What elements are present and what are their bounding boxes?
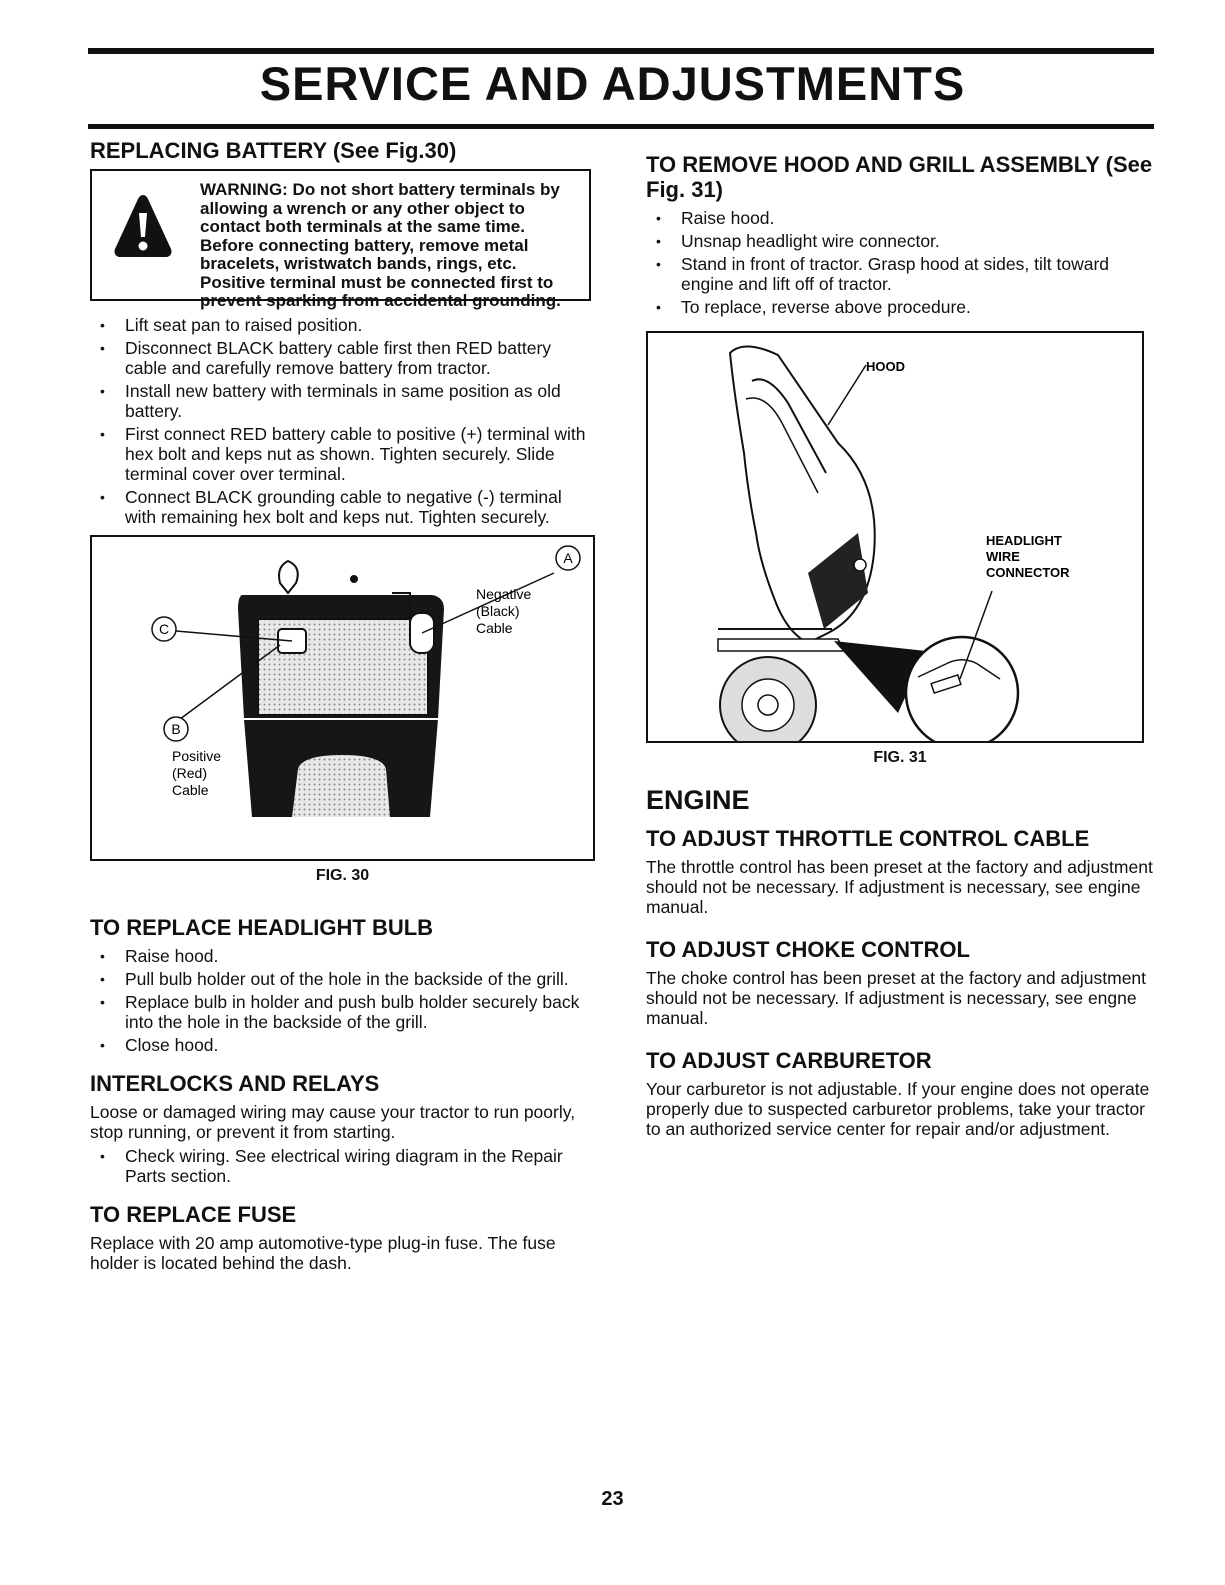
page-number: 23 [601,1488,624,1510]
list-item: • Check wiring. See electrical wiring diagram in the Repair Parts section. [90,1146,595,1186]
list-item: • Connect BLACK grounding cable to negative (-) terminal with remaining hex bolt and keps nut. Tighten securely. [90,487,595,527]
interlocks-heading: INTERLOCKS AND RELAYS [90,1071,380,1096]
hood-heading: TO REMOVE HOOD AND GRILL ASSEMBLY (See Fig. 31) [646,152,1153,202]
page-title: SERVICE AND ADJUSTMENTS [259,57,966,110]
negative-label: Negative [476,586,532,602]
battery-heading: REPLACING BATTERY (See Fig.30) [90,138,457,163]
list-item: • Raise hood. [646,208,1154,228]
title-rule [88,124,1154,129]
battery-steps [90,315,595,527]
headlight-heading: TO REPLACE HEADLIGHT BULB [90,915,434,940]
list-item: • To replace, reverse above procedure. [646,297,1154,317]
list-item: • Raise hood. [90,946,595,966]
connector-label-line-1: HEADLIGHT [986,533,1062,548]
interlocks-text: Loose or damaged wiring may cause your tractor to run poorly, stop running, or prevent it from starting. [90,1102,576,1142]
list-item: • Replace bulb in holder and push bulb holder securely back into the hole in the backside of the grill. [90,992,595,1032]
carburetor-text: Your carburetor is not adjustable. If your engine does not operate properly due to suspected carburetor problems, take your tractor to an authorized service center for repair and/or adjustment. [646,1079,1150,1139]
battery-warning-box [90,169,591,310]
hood-steps [646,208,1154,317]
positive-label: Positive [172,748,222,764]
list-item: • Lift seat pan to raised position. [90,315,595,335]
figure-30 [90,535,595,861]
hood-label: HOOD [866,359,905,374]
left-column [90,138,595,1273]
negative-color-label: (Black) [476,603,520,619]
top-rule [88,48,1154,54]
right-column [646,152,1154,1139]
callout-c: C [158,621,170,637]
list-item: • Disconnect BLACK battery cable first then RED battery cable and carefully remove battery from tractor. [90,338,595,378]
figure-30-caption: FIG. 30 [315,867,370,884]
throttle-heading: TO ADJUST THROTTLE CONTROL CABLE [646,826,1090,851]
engine-heading: ENGINE [646,785,750,815]
throttle-text: The throttle control has been preset at the factory and adjustment should not be necessary. If adjustment is necessary, see engine manual. [646,857,1153,917]
choke-heading: TO ADJUST CHOKE CONTROL [646,937,970,962]
positive-color-label: (Red) [172,765,208,781]
fuse-text: Replace with 20 amp automotive-type plug-in fuse. The fuse holder is located behind the dash. [90,1233,556,1273]
list-item: • Pull bulb holder out of the hole in the backside of the grill. [90,969,595,989]
positive-cable-label: Cable [172,782,209,798]
hood-illustration [648,333,1142,741]
warning-triangle-icon [112,191,174,261]
figure-31-caption: FIG. 31 [873,749,927,766]
connector-label-line-2: WIRE [986,549,1020,564]
headlight-steps [90,946,595,1055]
negative-cable-label: Cable [476,620,513,636]
fuse-heading: TO REPLACE FUSE [90,1202,297,1227]
list-item: • Install new battery with terminals in same position as old battery. [90,381,595,421]
connector-label-line-3: CONNECTOR [986,565,1070,580]
list-item: • Unsnap headlight wire connector. [646,231,1154,251]
interlocks-steps [90,1146,595,1186]
choke-text: The choke control has been preset at the factory and adjustment should not be necessary. If adjustment is necessary, see engne manual. [646,968,1147,1028]
callout-a: A [563,550,573,566]
list-item: • Stand in front of tractor. Grasp hood at sides, tilt toward engine and lift off of tractor. [646,254,1154,294]
carburetor-heading: TO ADJUST CARBURETOR [646,1048,932,1073]
callout-b: B [171,721,181,737]
battery-illustration [92,537,593,859]
list-item: • First connect RED battery cable to positive (+) terminal with hex bolt and keps nut as shown. Tighten securely. Slide terminal cover over terminal. [90,424,595,484]
figure-31 [646,331,1144,743]
list-item: • Close hood. [90,1035,595,1055]
battery-warning-text: WARNING: Do not short battery terminals by allowing a wrench or any other object to contact both terminals at the same time. Before connecting battery, remove metal bracelets, wristwatch bands, rings, etc. Positive terminal must be connected first to prevent sparking from accidental grounding. [200,180,561,310]
